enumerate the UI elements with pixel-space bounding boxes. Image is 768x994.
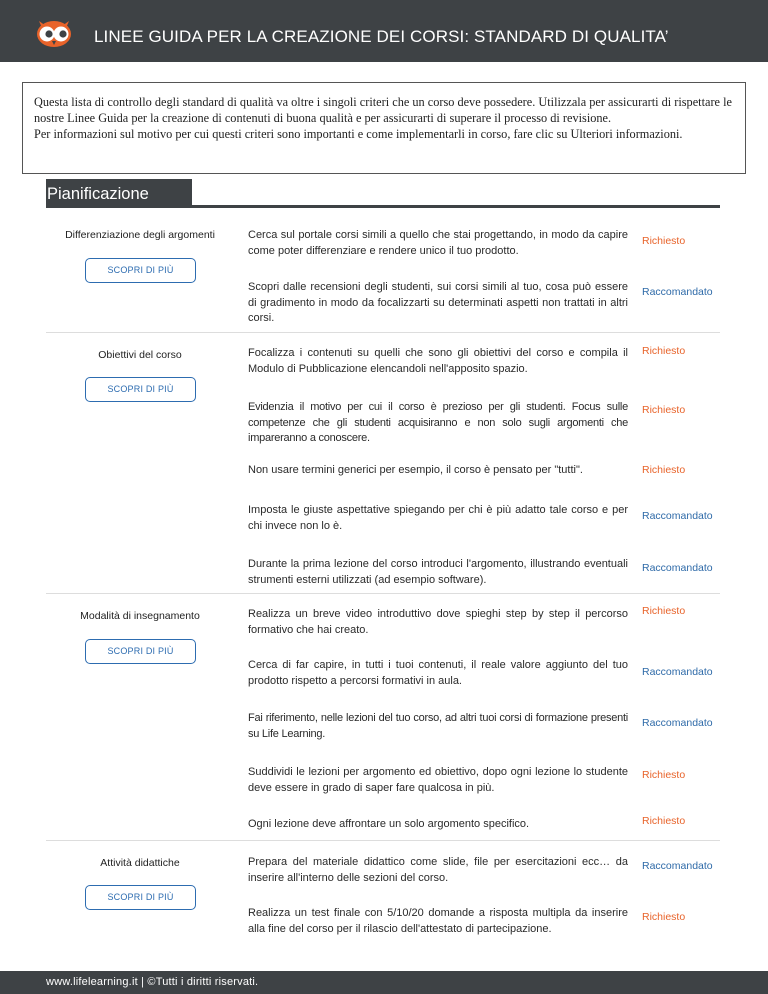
- criterion-text: Realizza un test finale con 5/10/20 domande a risposta multipla da inserire alla fine del corso per il rilascio dell'attestato di partecipazione.: [248, 907, 628, 935]
- learn-more-button[interactable]: SCOPRI DI PIÙ: [85, 885, 196, 910]
- category-divider: [46, 332, 720, 333]
- status-recommended: Raccomandato: [642, 510, 713, 522]
- status-recommended: Raccomandato: [642, 286, 713, 298]
- criterion-text: Focalizza i contenuti su quelli che sono gli obiettivi del corso e compila il Modulo di Pubblicazione elencandoli nell'apposito spazio.: [248, 347, 628, 375]
- section-title: Pianificazione: [46, 179, 192, 207]
- category-divider: [46, 840, 720, 841]
- status-recommended: Raccomandato: [642, 860, 713, 872]
- status-required: Richiesto: [642, 345, 686, 357]
- learn-more-button[interactable]: SCOPRI DI PIÙ: [85, 377, 196, 402]
- category-divider: [46, 593, 720, 594]
- criterion-text: Suddividi le lezioni per argomento ed obiettivo, dopo ogni lezione lo studente deve essere in grado di saper fare qualcosa in più.: [248, 766, 628, 794]
- learn-more-button[interactable]: SCOPRI DI PIÙ: [85, 258, 196, 283]
- page-footer: [0, 971, 768, 994]
- criterion-text: Scopri dalle recensioni degli studenti, sui corsi simili al tuo, cosa può essere di gradimento in modo da focalizzarti su determinati aspetti non trattati in altri corsi.: [248, 281, 628, 324]
- category-label: Differenziazione degli argomenti: [65, 229, 215, 241]
- criterion-text: Realizza un breve video introduttivo dove spieghi step by step il percorso formativo che hai creato.: [248, 608, 628, 636]
- criterion-text: Imposta le giuste aspettative spiegando per chi è più adatto tale corso e per chi invece non lo è.: [248, 504, 628, 532]
- status-required: Richiesto: [642, 911, 686, 923]
- criterion-text: Non usare termini generici per esempio, il corso è pensato per "tutti".: [248, 464, 583, 476]
- category-label: Modalità di insegnamento: [80, 610, 200, 622]
- criterion-text: Fai riferimento, nelle lezioni del tuo corso, ad altri tuoi corsi di formazione presenti su Life Learning.: [248, 712, 628, 740]
- page-header: [0, 0, 768, 62]
- status-required: Richiesto: [642, 404, 686, 416]
- status-recommended: Raccomandato: [642, 666, 713, 678]
- status-recommended: Raccomandato: [642, 717, 713, 729]
- criterion-text: Cerca di far capire, in tutti i tuoi contenuti, il reale valore aggiunto del tuo prodotto rispetto a percorsi formativi in aula.: [248, 659, 628, 687]
- intro-box: [22, 82, 746, 174]
- criterion-text: Cerca sul portale corsi simili a quello che stai progettando, in modo da capire come poter differenziare e rendere unico il tuo prodotto.: [248, 229, 628, 257]
- status-required: Richiesto: [642, 464, 686, 476]
- status-required: Richiesto: [642, 769, 686, 781]
- status-recommended: Raccomandato: [642, 562, 713, 574]
- criterion-text: Evidenzia il motivo per cui il corso è prezioso per gli studenti. Focus sulle competenze che gli studenti acquisiranno e non solo sugli argomenti che impareranno a conoscere.: [248, 401, 628, 444]
- owl-logo-icon: [36, 16, 72, 48]
- status-required: Richiesto: [642, 235, 686, 247]
- criterion-text: Ogni lezione deve affrontare un solo argomento specifico.: [248, 818, 530, 830]
- footer-copyright: www.lifelearning.it | ©Tutti i diritti riservati.: [46, 976, 259, 988]
- intro-paragraph: Questa lista di controllo degli standard di qualità va oltre i singoli criteri che un corso deve possedere. Utilizzala per assicurarti di rispettare le nostre Linee Guida per la creazione di contenuti di buona qualità e per assicurarti di superare il processo di revisione.: [34, 95, 732, 125]
- status-required: Richiesto: [642, 605, 686, 617]
- status-required: Richiesto: [642, 815, 686, 827]
- intro-more-info: Per informazioni sul motivo per cui questi criteri sono importanti e come implementarli in corso, fare clic su Ulteriori informazioni.: [34, 127, 683, 141]
- criterion-text: Durante la prima lezione del corso introduci l'argomento, illustrando eventuali strumenti esterni utilizzati (ad esempio software).: [248, 558, 628, 586]
- page-title: LINEE GUIDA PER LA CREAZIONE DEI CORSI: STANDARD DI QUALITA’: [94, 27, 669, 46]
- criterion-text: Prepara del materiale didattico come slide, file per esercitazioni ecc… da inserire all'interno delle sezioni del corso.: [248, 856, 628, 884]
- learn-more-button[interactable]: SCOPRI DI PIÙ: [85, 639, 196, 664]
- section-divider: [46, 205, 720, 208]
- category-label: Obiettivi del corso: [98, 349, 182, 361]
- category-label: Attività didattiche: [100, 857, 180, 869]
